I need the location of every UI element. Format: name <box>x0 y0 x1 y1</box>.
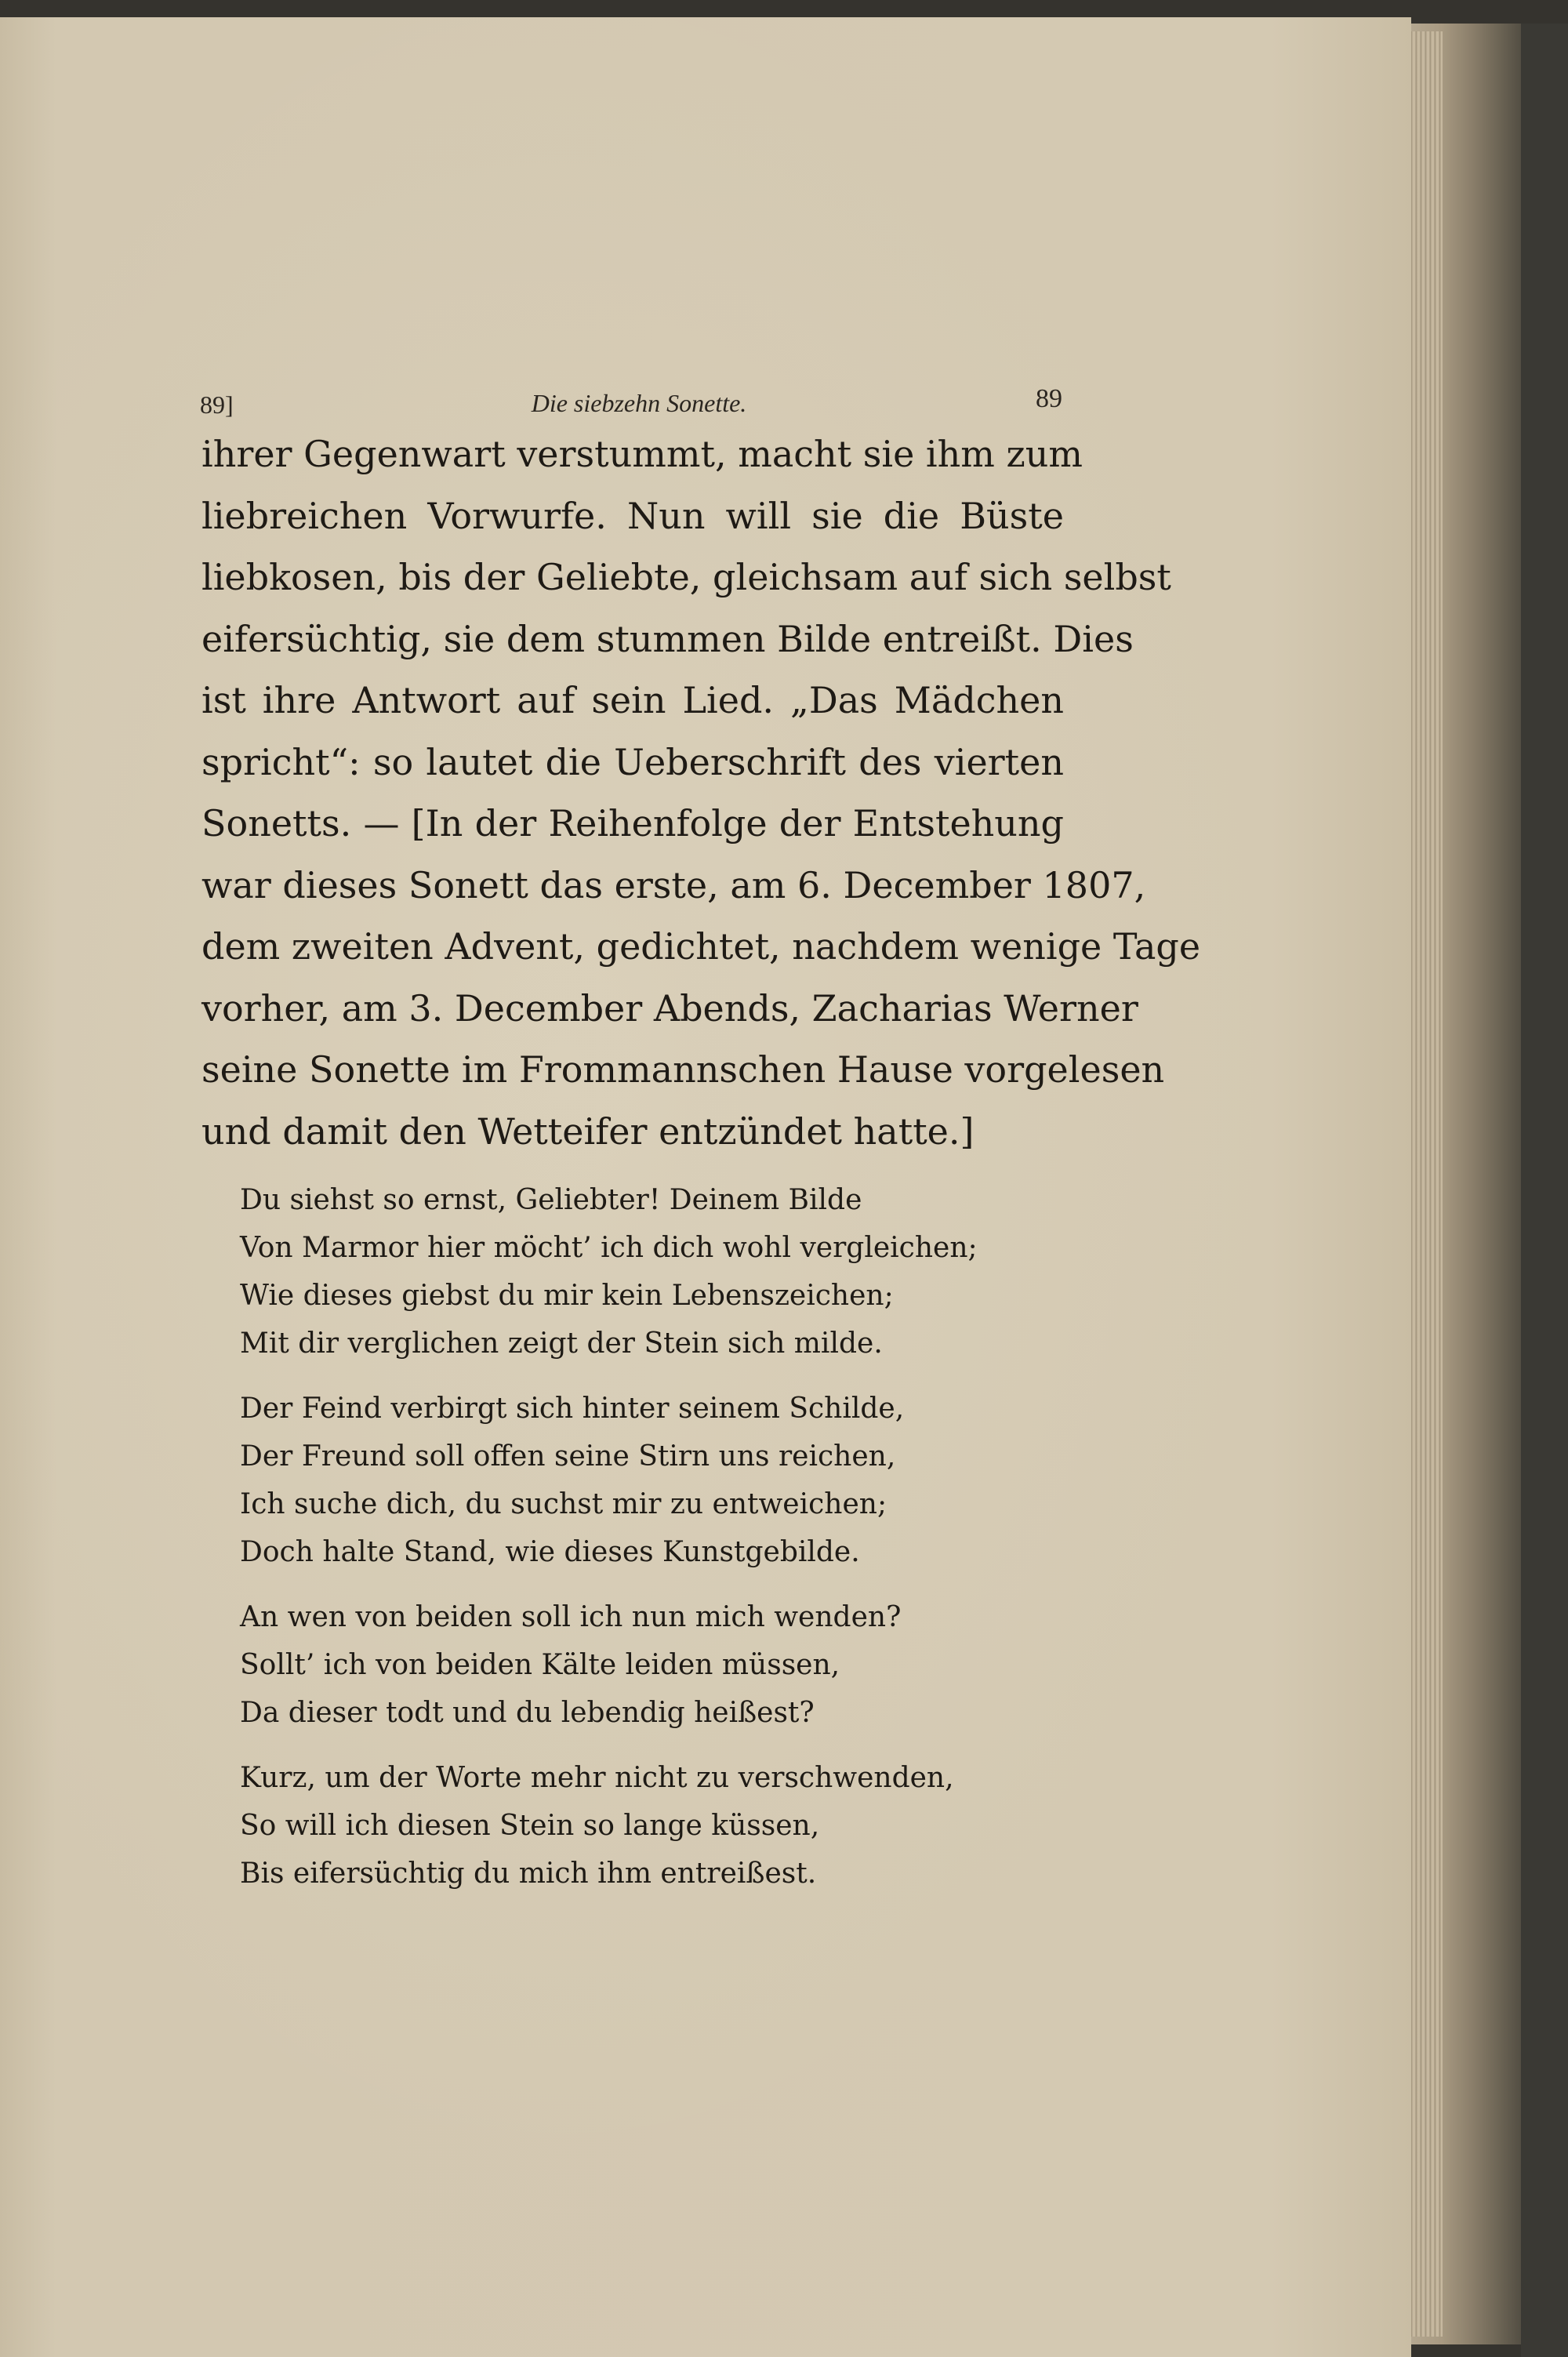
prose-paragraph <box>201 423 1201 1162</box>
verse-line: Der Freund soll offen seine Stirn uns reichen, <box>240 1440 896 1473</box>
prose-line: dem zweiten Advent, gedichtet, nachdem wenige Tage <box>201 925 1201 968</box>
verse-line: Ich suche dich, du suchst mir zu entweichen; <box>240 1488 887 1520</box>
prose-line: spricht“: so lautet die Ueberschrift des vierten <box>201 740 1064 783</box>
verse-line: Du siehst so ernst, Geliebter! Deinem Bilde <box>240 1184 862 1216</box>
prose-line: Sonetts. — [In der Reihenfolge der Entstehung <box>201 802 1064 844</box>
running-title: Die siebzehn Sonette. <box>531 389 747 417</box>
stanza-4 <box>240 1754 1024 1898</box>
verse-line: Wie dieses giebst du mir kein Lebenszeichen; <box>240 1280 894 1312</box>
verse-line: Von Marmor hier möcht’ ich dich wohl vergleichen; <box>240 1232 978 1264</box>
prose-line: ist ihre Antwort auf sein Lied. „Das Mädchen <box>201 679 1064 721</box>
prose-line: liebkosen, bis der Geliebte, gleichsam auf sich selbst <box>201 556 1171 598</box>
stanza-1 <box>240 1176 1024 1367</box>
prose-line: ihrer Gegenwart verstummt, macht sie ihm zum <box>201 433 1083 475</box>
stanza-2 <box>240 1385 1024 1576</box>
verse-line: Mit dir verglichen zeigt der Stein sich milde. <box>240 1327 883 1360</box>
verse-line: Kurz, um der Worte mehr nicht zu verschwenden, <box>240 1762 954 1794</box>
verse-line: Der Feind verbirgt sich hinter seinem Schilde, <box>240 1393 905 1425</box>
verse-line: An wen von beiden soll ich nun mich wenden? <box>240 1601 902 1633</box>
prose-line: vorher, am 3. December Abends, Zacharias Werner <box>201 986 1138 1030</box>
verse-line: Sollt’ ich von beiden Kälte leiden müssen, <box>240 1649 840 1681</box>
verse-line: Bis eifersüchtig du mich ihm entreißest. <box>240 1858 817 1890</box>
sonnet <box>240 1176 1024 1915</box>
prose-line: eifersüchtig, sie dem stummen Bilde entreißt. Dies <box>201 617 1134 660</box>
verse-line: So will ich diesen Stein so lange küssen, <box>240 1810 820 1842</box>
prose-line: war dieses Sonett das erste, am 6. December 1807, <box>201 863 1146 906</box>
prose-line: seine Sonette im Frommannschen Hause vorgelesen <box>201 1048 1165 1091</box>
verse-line: Doch halte Stand, wie dieses Kunstgebilde. <box>240 1536 860 1568</box>
verse-line: Da dieser todt und du lebendig heißest? <box>240 1697 815 1729</box>
page-number: 89 <box>1036 384 1062 413</box>
prose-line: liebreichen Vorwurfe. Nun will sie die Büste <box>201 494 1064 537</box>
stanza-3 <box>240 1593 1024 1737</box>
page-reference: 89] <box>200 390 234 419</box>
book-binding <box>1521 24 1568 2357</box>
prose-line: und damit den Wetteifer entzündet hatte.] <box>201 1109 975 1153</box>
